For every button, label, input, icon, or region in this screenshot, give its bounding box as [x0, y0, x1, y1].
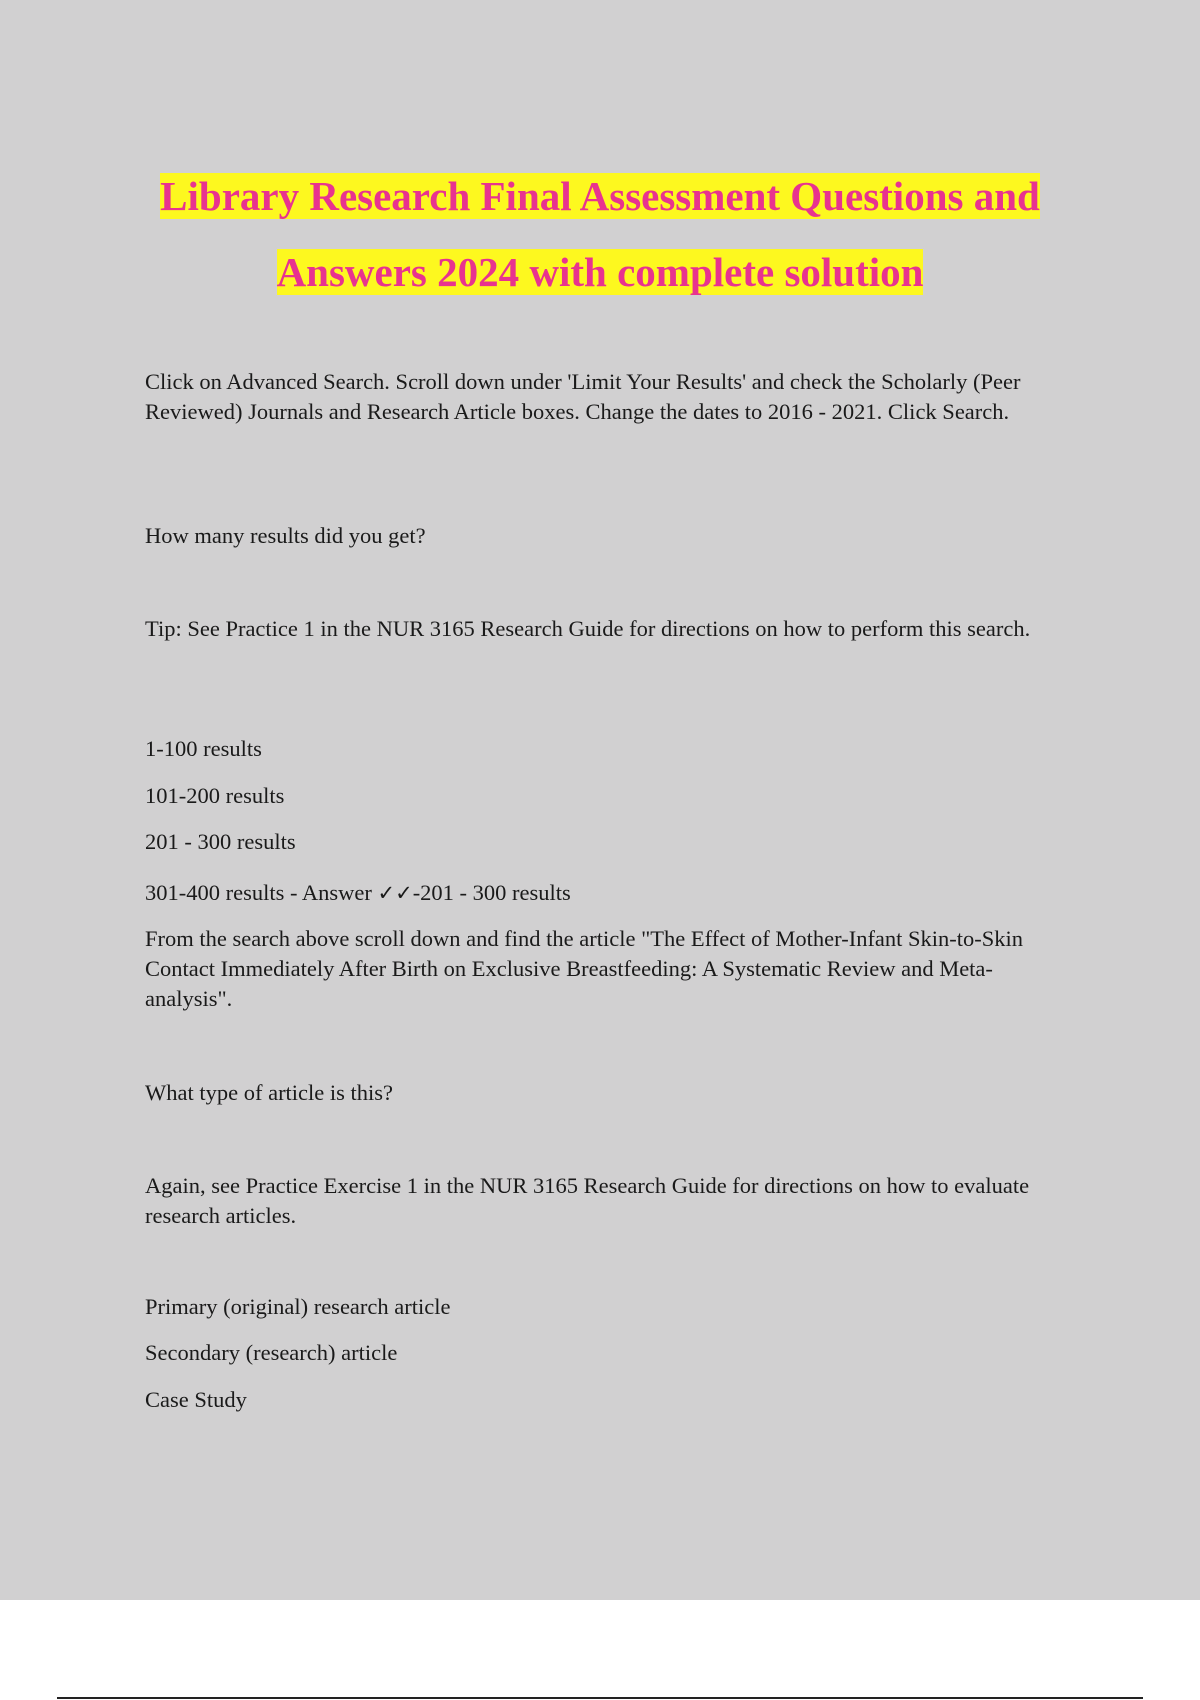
document-title — [100, 158, 1100, 310]
option-101-200-results: 101-200 results — [145, 783, 285, 808]
option-secondary-research-article: Secondary (research) article — [145, 1340, 398, 1365]
option-case-study: Case Study — [145, 1387, 247, 1412]
title-line-2: Answers 2024 with complete solution — [276, 249, 924, 295]
option-201-300-results: 201 - 300 results — [145, 829, 296, 854]
option-301-400-with-answer — [145, 878, 1065, 908]
title-line-1: Library Research Final Assessment Questions and — [160, 173, 1040, 219]
option-301-400-results: 301-400 results - Answer — [145, 880, 378, 905]
option-primary-research-article: Primary (original) research article — [145, 1294, 451, 1319]
search-instructions: Click on Advanced Search. Scroll down under 'Limit Your Results' and check the Scholarly (Peer Reviewed) Journals and Research Article boxes. Change the dates to 2016 - 2021. Click Search. — [145, 369, 1021, 424]
option-1-100-results: 1-100 results — [145, 736, 262, 761]
question-article-type: What type of article is this? — [145, 1080, 394, 1105]
check-icon: ✓✓ — [377, 881, 413, 905]
answer-value: -201 - 300 results — [412, 880, 571, 905]
tip-practice-exercise-1: Again, see Practice Exercise 1 in the NUR 3165 Research Guide for directions on how to evaluate research articles. — [145, 1173, 1030, 1228]
question-results-count: How many results did you get? — [145, 523, 426, 548]
article-instructions: From the search above scroll down and find the article "The Effect of Mother-Infant Skin-to-Skin Contact Immediately After Birth on Exclusive Breastfeeding: A Systematic Review and Meta-analysis". — [145, 926, 1024, 1011]
footer-divider — [57, 1697, 1143, 1699]
tip-practice-1: Tip: See Practice 1 in the NUR 3165 Research Guide for directions on how to perform this search. — [145, 616, 1031, 641]
